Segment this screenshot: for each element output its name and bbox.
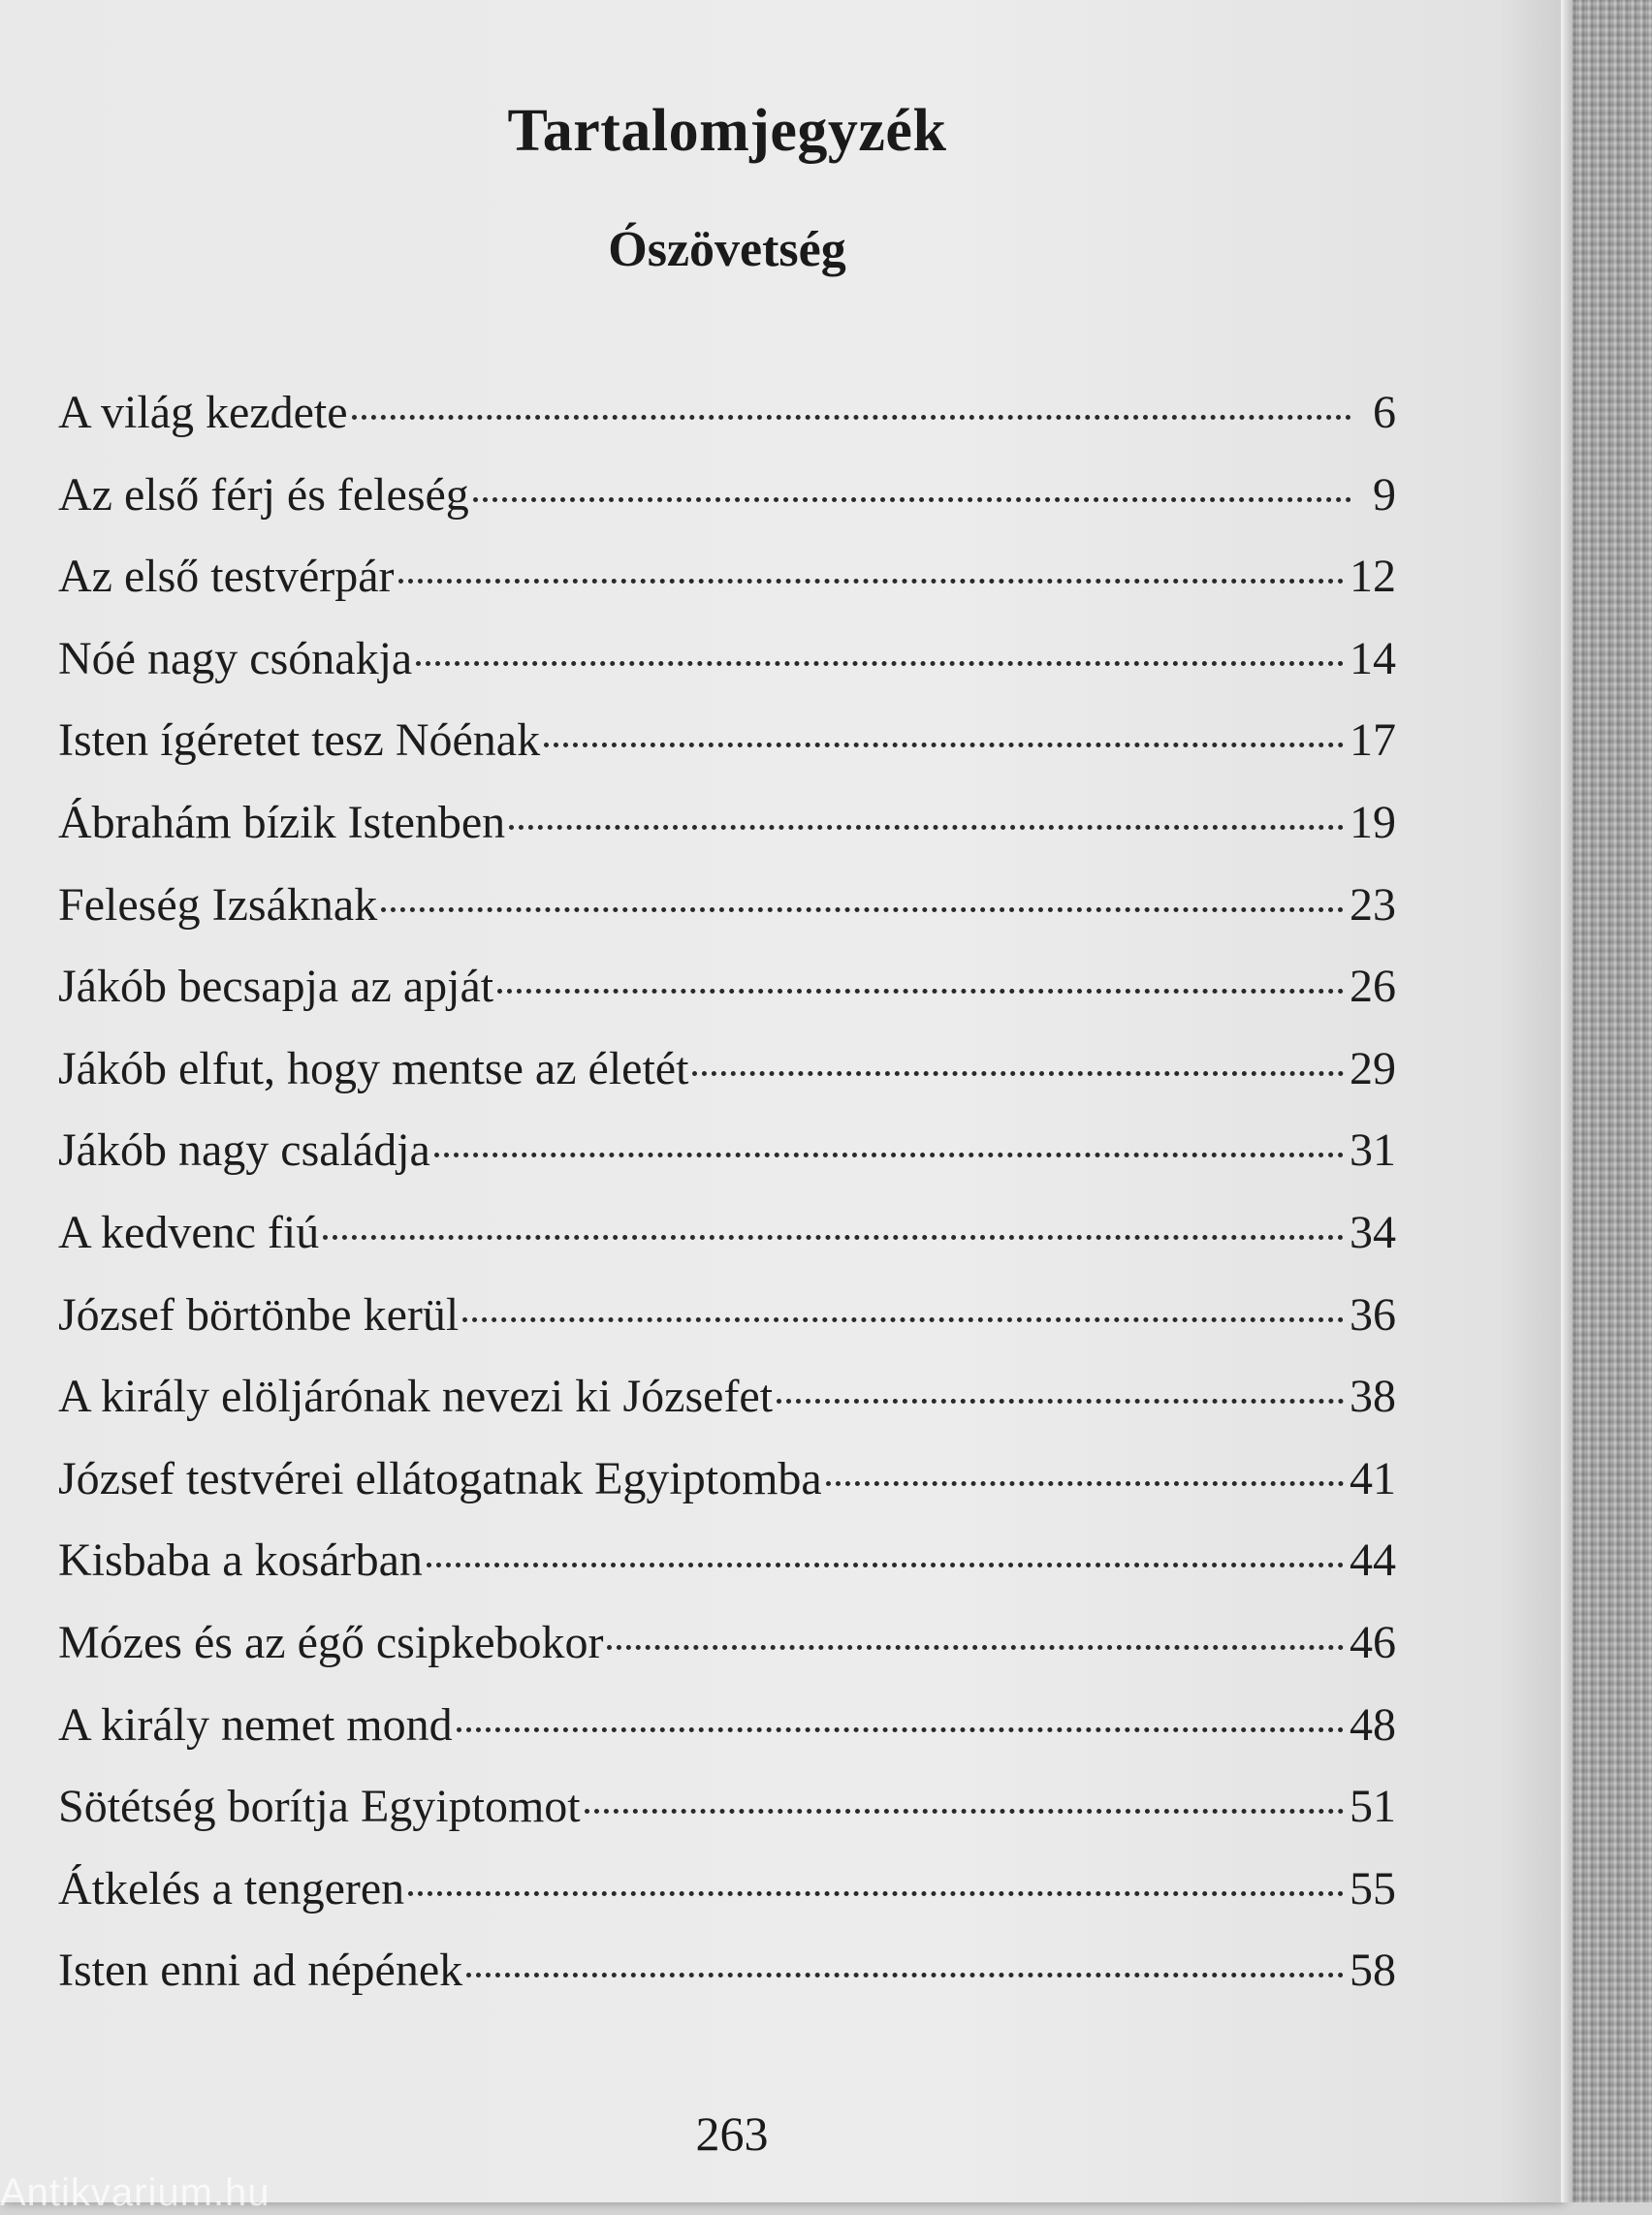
toc-entry-page: 23	[1350, 878, 1396, 931]
dot-leader	[473, 497, 1351, 502]
toc-entry	[58, 1042, 1396, 1124]
toc-entry-title: A kedvenc fiú	[58, 1206, 320, 1258]
dot-leader	[826, 1481, 1344, 1486]
dot-leader	[398, 579, 1344, 584]
toc-entry-title: A világ kezdete	[58, 387, 348, 438]
watermark: Antikvarium.hu	[0, 2171, 270, 2214]
toc-entry	[58, 1288, 1396, 1371]
page-title: Tartalomjegyzék	[507, 98, 947, 164]
toc-entry-title: Átkelés a tengeren	[58, 1862, 405, 1914]
dot-leader	[497, 989, 1344, 994]
toc-entry-title: József börtönbe kerül	[58, 1288, 460, 1341]
toc-entry	[58, 550, 1396, 632]
toc-entry-page: 29	[1350, 1042, 1396, 1094]
toc-entry-title: Feleség Izsáknak	[58, 878, 378, 931]
toc-entry	[58, 796, 1396, 878]
toc-entry-page: 34	[1350, 1206, 1396, 1258]
toc-entry-title: A király nemet mond	[58, 1698, 453, 1751]
toc-entry-title: József testvérei ellátogatnak Egyiptomba	[58, 1452, 822, 1504]
toc-entry-title: Az első testvérpár	[58, 551, 395, 603]
dot-leader	[585, 1809, 1344, 1814]
toc-entry-title: Jákób becsapja az apját	[58, 961, 494, 1013]
toc-entry	[58, 1206, 1396, 1288]
toc-entry-title: Isten ígéretet tesz Nóénak	[58, 714, 541, 767]
toc-entry-page: 6	[1373, 387, 1396, 438]
toc-entry-page: 51	[1350, 1781, 1396, 1833]
toc-entry-page: 17	[1350, 714, 1396, 767]
toc-entry-page: 31	[1350, 1124, 1396, 1177]
toc-entry	[58, 1534, 1396, 1616]
toc-entry	[58, 960, 1396, 1042]
toc-entry-title: Sötétség borítja Egyiptomot	[58, 1781, 581, 1833]
dot-leader	[323, 1235, 1344, 1240]
dot-leader	[457, 1727, 1344, 1732]
dot-leader	[544, 743, 1344, 747]
dot-leader	[692, 1071, 1344, 1076]
toc-entry	[58, 386, 1396, 468]
toc-entry-page: 41	[1350, 1452, 1396, 1504]
toc-entry-title: Az első férj és feleség	[58, 468, 469, 521]
toc-entry	[58, 713, 1396, 796]
toc-entry	[58, 1698, 1396, 1781]
dot-leader	[416, 661, 1344, 666]
toc-entry	[58, 1780, 1396, 1862]
toc-entry-title: Ábrahám bízik Istenben	[58, 796, 506, 848]
toc-entry	[58, 1862, 1396, 1945]
dot-leader	[427, 1563, 1344, 1567]
table-of-contents	[58, 386, 1396, 2026]
dot-leader	[607, 1645, 1344, 1650]
toc-entry	[58, 1616, 1396, 1698]
toc-entry-title: Jákób nagy családja	[58, 1124, 430, 1177]
toc-entry-page: 58	[1350, 1945, 1396, 1997]
toc-entry-page: 19	[1350, 796, 1396, 848]
dot-leader	[381, 907, 1344, 912]
toc-entry-page: 48	[1350, 1698, 1396, 1751]
dot-leader	[434, 1153, 1344, 1157]
toc-entry-title: Kisbaba a kosárban	[58, 1535, 423, 1587]
toc-entry-title: Mózes és az égő csipkebokor	[58, 1616, 604, 1668]
toc-entry-page: 38	[1350, 1371, 1396, 1423]
dot-leader	[408, 1891, 1344, 1896]
toc-entry-title: Jákób elfut, hogy mentse az életét	[58, 1042, 689, 1094]
dot-leader	[462, 1317, 1344, 1322]
toc-entry	[58, 632, 1396, 714]
toc-entry-page: 26	[1350, 961, 1396, 1013]
toc-entry-page: 36	[1350, 1288, 1396, 1341]
toc-entry	[58, 1370, 1396, 1452]
toc-entry	[58, 1944, 1396, 2026]
toc-entry	[58, 1123, 1396, 1206]
toc-entry	[58, 878, 1396, 961]
toc-entry-page: 46	[1350, 1616, 1396, 1668]
dot-leader	[466, 1973, 1344, 1978]
dot-leader	[352, 415, 1351, 420]
toc-entry-page: 44	[1350, 1535, 1396, 1587]
dot-leader	[509, 825, 1344, 830]
toc-entry-page: 12	[1350, 551, 1396, 603]
toc-entry	[58, 1452, 1396, 1535]
toc-entry-page: 14	[1350, 632, 1396, 684]
page-number: 263	[695, 2106, 769, 2161]
section-heading: Ószövetség	[608, 222, 846, 277]
toc-entry-title: A király elöljárónak nevezi ki Józsefet	[58, 1371, 774, 1423]
toc-entry-title: Nóé nagy csónakja	[58, 632, 413, 684]
toc-entry	[58, 468, 1396, 551]
toc-entry-page: 55	[1350, 1862, 1396, 1914]
toc-entry-page: 9	[1373, 468, 1396, 521]
toc-entry-title: Isten enni ad népének	[58, 1945, 463, 1997]
page-edge	[1561, 0, 1573, 2202]
dot-leader	[777, 1399, 1344, 1404]
